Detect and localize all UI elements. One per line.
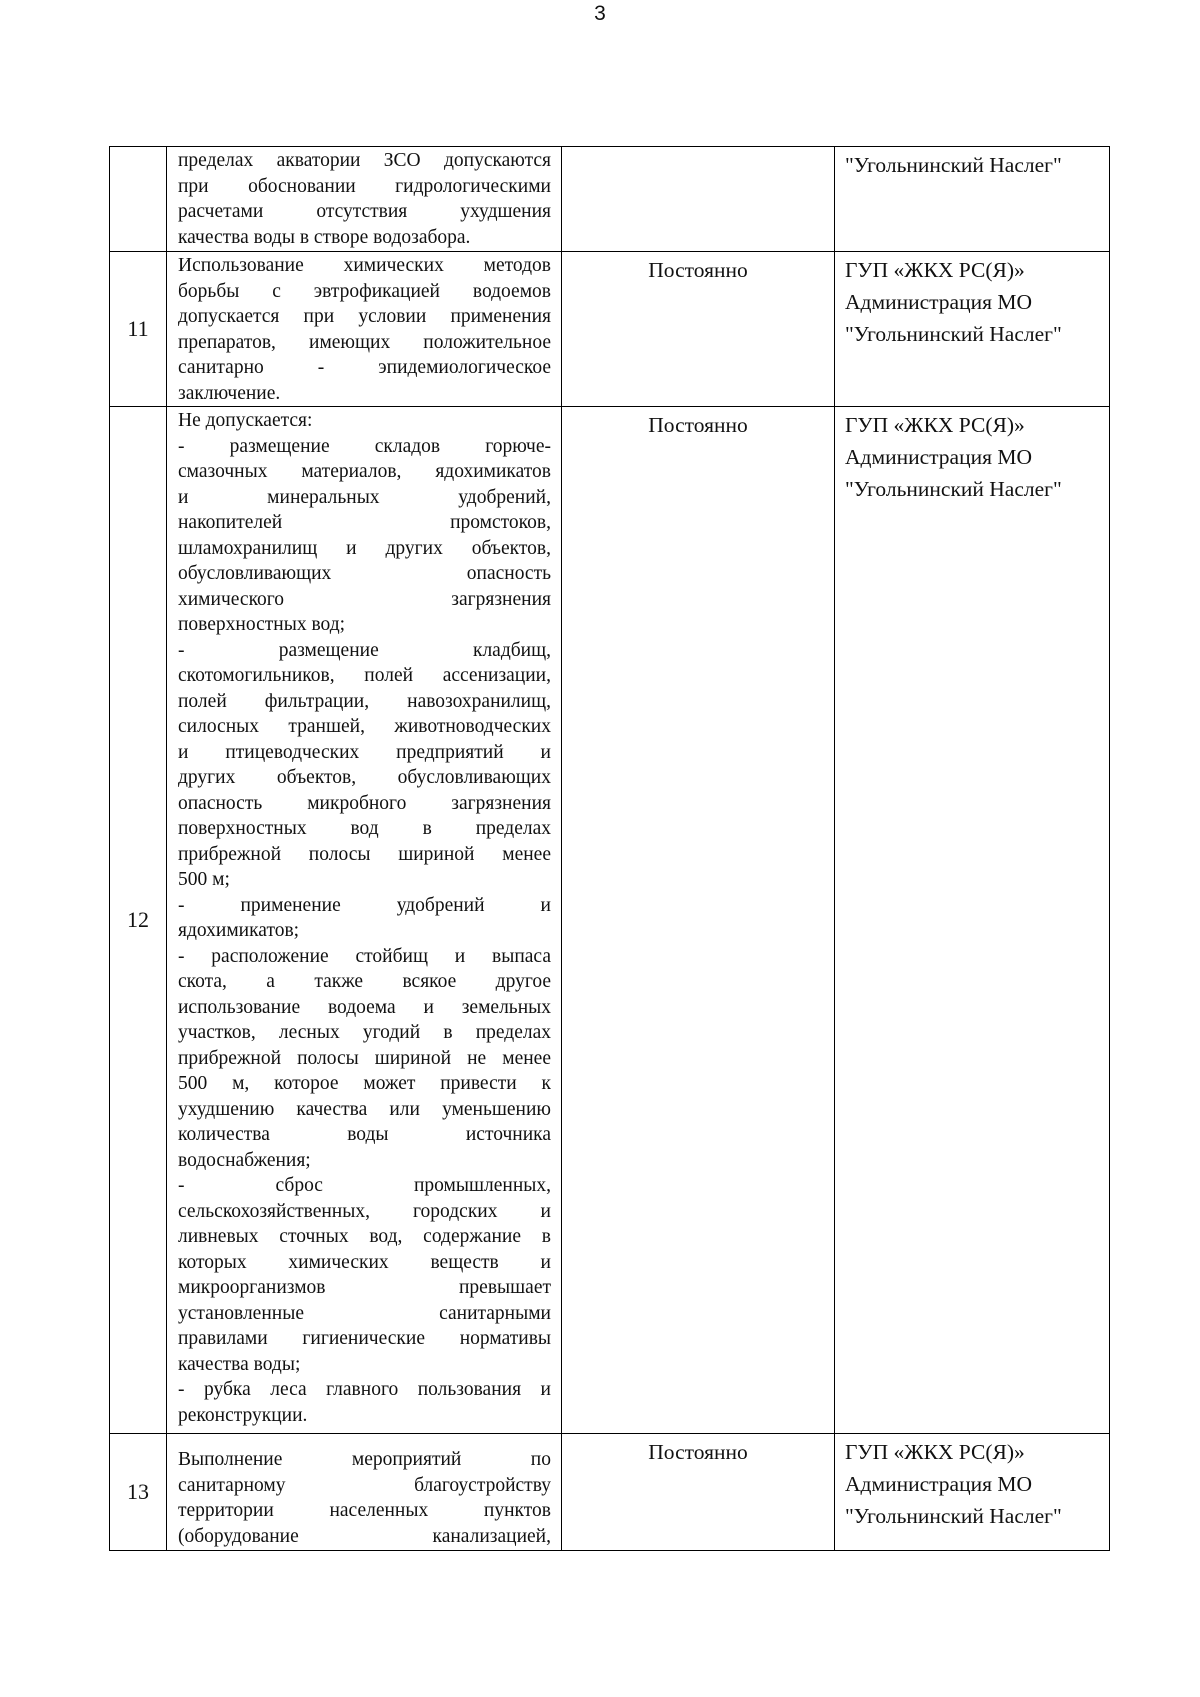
responsible-line: "Угольнинский Наслег" <box>845 322 1062 346</box>
text-line: пределах акватории ЗСО допускаются <box>178 150 551 171</box>
deadline: Постоянно <box>562 1434 835 1551</box>
text-line: ливневых сточных вод, содержание в <box>178 1226 551 1247</box>
text-line: поверхностных вод; <box>178 614 346 635</box>
text-line: использование водоема и земельных <box>178 996 551 1018</box>
text-line: водоснабжения; <box>178 1149 311 1171</box>
responsible-line: "Угольнинский Наслег" <box>845 1504 1062 1528</box>
text-line: Использование химических методов <box>178 255 551 276</box>
row-number: 12 <box>110 407 167 1434</box>
text-line: - рубка леса главного пользования и <box>178 1379 551 1400</box>
row-number <box>110 147 167 252</box>
text-line: других объектов, обусловливающих <box>178 767 551 788</box>
responsible-party <box>835 1434 1110 1551</box>
row-number: 11 <box>110 252 167 407</box>
text-line: борьбы с эвтрофикацией водоемов <box>178 280 551 302</box>
responsible-party <box>835 147 1110 252</box>
text-line: сельскохозяйственных, городских и <box>178 1200 551 1222</box>
text-line: прибрежной полосы шириной не менее <box>178 1047 551 1069</box>
text-line: - размещение складов горюче- <box>178 435 551 457</box>
text-line: прибрежной полосы шириной менее <box>178 843 551 865</box>
table-row <box>110 407 1110 1434</box>
responsible-line: ГУП «ЖКХ РС(Я)» <box>845 258 1025 282</box>
text-line: 500 м; <box>178 869 230 890</box>
measures-table <box>109 146 1110 1551</box>
text-line: накопителей промстоков, <box>178 512 551 533</box>
text-line: поверхностных вод в пределах <box>178 818 551 839</box>
text-line: - расположение стойбищ и выпаса <box>178 945 551 967</box>
text-line: шламохранилищ и других объектов, <box>178 537 551 559</box>
text-line: количества воды источника <box>178 1124 551 1145</box>
measure-description <box>167 407 562 1434</box>
text-line: участков, лесных угодий в пределах <box>178 1022 551 1043</box>
text-line: санитарному благоустройству <box>178 1474 551 1496</box>
text-line: Выполнение мероприятий по <box>178 1449 551 1470</box>
text-line: реконструкции. <box>178 1404 308 1426</box>
responsible-line: Администрация МО <box>845 290 1033 314</box>
text-line: допускается при условии применения <box>178 306 551 327</box>
text-line: - сброс промышленных, <box>178 1175 551 1196</box>
text-line: смазочных материалов, ядохимикатов <box>178 461 551 482</box>
text-line: Не допускается: <box>178 410 313 431</box>
measures-table-body <box>110 147 1110 1551</box>
text-line: при обосновании гидрологическими <box>178 175 551 197</box>
responsible-party <box>835 252 1110 407</box>
text-line: правилами гигиенические нормативы <box>178 1328 551 1349</box>
text-line: заключение. <box>178 382 281 404</box>
text-line: скотомогильников, полей ассенизации, <box>178 665 551 686</box>
deadline <box>562 147 835 252</box>
text-line: территории населенных пунктов <box>178 1500 551 1521</box>
table-row <box>110 252 1110 407</box>
text-line: качества воды; <box>178 1353 301 1375</box>
text-line: обусловливающих опасность <box>178 563 551 584</box>
text-line: санитарно - эпидемиологическое <box>178 357 551 378</box>
responsible-line: Администрация МО <box>845 445 1033 469</box>
text-line: которых химических веществ и <box>178 1251 551 1273</box>
text-line: и минеральных удобрений, <box>178 486 551 508</box>
text-line: - размещение кладбищ, <box>178 639 551 661</box>
responsible-line: ГУП «ЖКХ РС(Я)» <box>845 413 1025 437</box>
text-line: установленные санитарными <box>178 1302 551 1324</box>
text-line: скота, а также всякое другое <box>178 971 551 992</box>
table-row <box>110 147 1110 252</box>
text-line: - применение удобрений и <box>178 894 551 916</box>
text-line: 500 м, которое может привести к <box>178 1073 551 1094</box>
text-line: микроорганизмов превышает <box>178 1277 551 1298</box>
text-line: ухудшению качества или уменьшению <box>178 1098 551 1120</box>
responsible-line: ГУП «ЖКХ РС(Я)» <box>845 1440 1025 1464</box>
page-number: 3 <box>594 2 606 25</box>
text-line: опасность микробного загрязнения <box>178 792 551 814</box>
text-line: химического загрязнения <box>178 588 551 610</box>
responsible-line: "Угольнинский Наслег" <box>845 477 1062 501</box>
text-line: ядохимикатов; <box>178 920 300 941</box>
measure-description <box>167 147 562 252</box>
text-line: и птицеводческих предприятий и <box>178 741 551 763</box>
text-line: расчетами отсутствия ухудшения <box>178 201 551 222</box>
text-line: препаратов, имеющих положительное <box>178 331 551 353</box>
deadline: Постоянно <box>562 252 835 407</box>
text-line: полей фильтрации, навозохранилищ, <box>178 690 551 712</box>
responsible-party <box>835 407 1110 1434</box>
text-line: (оборудование канализацией, <box>178 1525 551 1547</box>
responsible-line: "Угольнинский Наслег" <box>845 153 1062 177</box>
measure-description <box>167 1434 562 1551</box>
measure-description <box>167 252 562 407</box>
text-line: качества воды в створе водозабора. <box>178 226 471 248</box>
text-line: силосных траншей, животноводческих <box>178 716 551 737</box>
responsible-line: Администрация МО <box>845 1472 1033 1496</box>
row-number: 13 <box>110 1434 167 1551</box>
deadline: Постоянно <box>562 407 835 1434</box>
table-row <box>110 1434 1110 1551</box>
